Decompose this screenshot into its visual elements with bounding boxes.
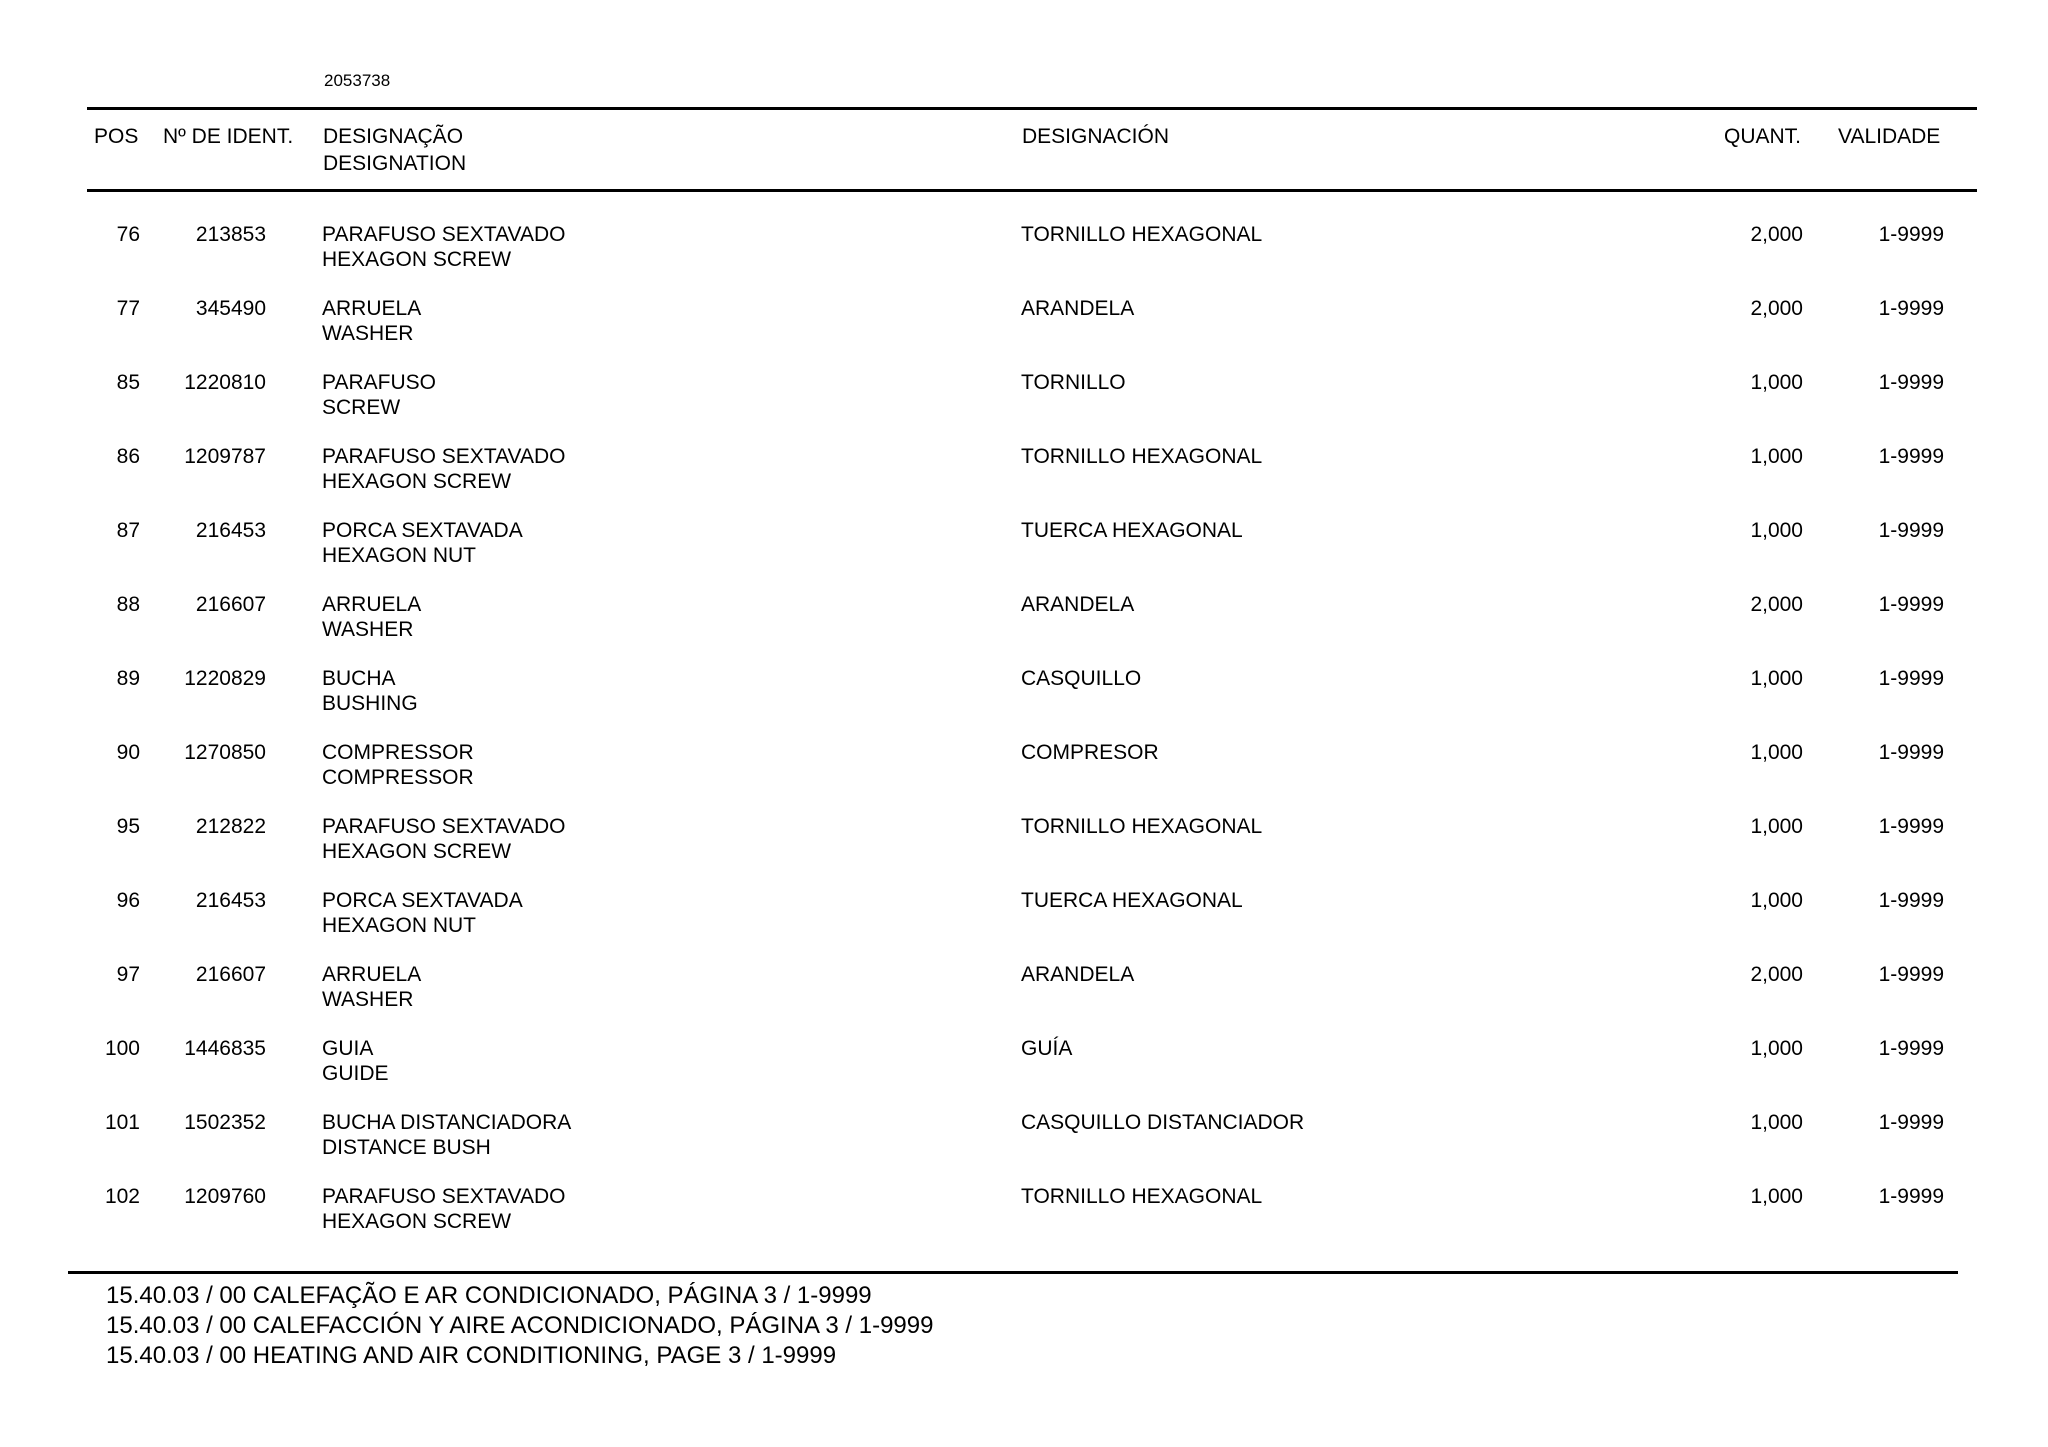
header-designation bbox=[323, 123, 466, 177]
row-ident-number: 216453 bbox=[195, 889, 266, 912]
row-ident-number: 1502352 bbox=[184, 1111, 266, 1134]
row-designation bbox=[322, 1184, 566, 1234]
row-validity: 1-9999 bbox=[1878, 1037, 1944, 1060]
table-row bbox=[0, 962, 2048, 1036]
row-designation bbox=[322, 1036, 389, 1086]
row-designacion: GUÍA bbox=[1021, 1037, 1073, 1060]
row-designation bbox=[322, 222, 566, 272]
document-number: 2053738 bbox=[324, 71, 391, 90]
row-designacao: PARAFUSO SEXTAVADO bbox=[322, 445, 566, 468]
header-quant: QUANT. bbox=[1724, 125, 1802, 148]
row-validity: 1-9999 bbox=[1878, 297, 1944, 320]
row-designation bbox=[322, 296, 421, 346]
table-row bbox=[0, 444, 2048, 518]
row-quantity: 1,000 bbox=[1750, 815, 1803, 838]
row-ident-number: 1209787 bbox=[184, 445, 266, 468]
row-pos: 87 bbox=[116, 519, 140, 542]
table-row bbox=[0, 888, 2048, 962]
row-designation-en: WASHER bbox=[322, 322, 414, 345]
row-designacion: TORNILLO HEXAGONAL bbox=[1021, 445, 1263, 468]
row-pos: 90 bbox=[116, 741, 140, 764]
row-designation-en: HEXAGON NUT bbox=[322, 914, 477, 937]
row-quantity: 1,000 bbox=[1750, 519, 1803, 542]
table-row bbox=[0, 296, 2048, 370]
row-validity: 1-9999 bbox=[1878, 1185, 1944, 1208]
row-designacion: ARANDELA bbox=[1021, 297, 1135, 320]
row-validity: 1-9999 bbox=[1878, 593, 1944, 616]
table-row bbox=[0, 1110, 2048, 1184]
row-ident-number: 216453 bbox=[195, 519, 266, 542]
row-validity: 1-9999 bbox=[1878, 371, 1944, 394]
row-designation-en: GUIDE bbox=[322, 1062, 389, 1085]
row-validity: 1-9999 bbox=[1878, 741, 1944, 764]
row-designation-en: WASHER bbox=[322, 988, 414, 1011]
header-designacao: DESIGNAÇÃO bbox=[323, 125, 464, 148]
row-designation-en: DISTANCE BUSH bbox=[322, 1136, 491, 1159]
header-ident: Nº DE IDENT. bbox=[163, 125, 294, 148]
row-pos: 86 bbox=[116, 445, 140, 468]
row-designacion: TORNILLO HEXAGONAL bbox=[1021, 1185, 1263, 1208]
row-ident-number: 213853 bbox=[195, 223, 266, 246]
header-bottom-divider bbox=[87, 189, 1977, 192]
row-designacion: ARANDELA bbox=[1021, 963, 1135, 986]
header-designation-en: DESIGNATION bbox=[323, 152, 467, 175]
row-pos: 76 bbox=[116, 223, 140, 246]
row-pos: 88 bbox=[116, 593, 140, 616]
row-designacao: ARRUELA bbox=[322, 963, 422, 986]
row-ident-number: 1209760 bbox=[184, 1185, 266, 1208]
footer-line-pt: 15.40.03 / 00 CALEFAÇÃO E AR CONDICIONADO, PÁGINA 3 / 1-9999 bbox=[106, 1282, 872, 1309]
parts-table-body bbox=[0, 222, 2048, 1258]
row-quantity: 2,000 bbox=[1750, 593, 1803, 616]
row-designation bbox=[322, 1110, 571, 1160]
row-quantity: 1,000 bbox=[1750, 371, 1803, 394]
row-pos: 100 bbox=[104, 1037, 140, 1060]
footer-line-es: 15.40.03 / 00 CALEFACCIÓN Y AIRE ACONDICIONADO, PÁGINA 3 / 1-9999 bbox=[106, 1312, 934, 1339]
row-designacion: CASQUILLO bbox=[1021, 667, 1142, 690]
row-pos: 102 bbox=[104, 1185, 140, 1208]
row-designacao: PARAFUSO bbox=[322, 371, 436, 394]
row-validity: 1-9999 bbox=[1878, 1111, 1944, 1134]
row-designation-en: HEXAGON SCREW bbox=[322, 470, 512, 493]
row-designation-en: BUSHING bbox=[322, 692, 418, 715]
row-validity: 1-9999 bbox=[1878, 815, 1944, 838]
row-validity: 1-9999 bbox=[1878, 519, 1944, 542]
footer-line-en: 15.40.03 / 00 HEATING AND AIR CONDITIONING, PAGE 3 / 1-9999 bbox=[106, 1342, 837, 1369]
row-designacao: ARRUELA bbox=[322, 593, 422, 616]
row-designacion: TUERCA HEXAGONAL bbox=[1021, 889, 1243, 912]
footer-divider bbox=[68, 1271, 1958, 1274]
row-validity: 1-9999 bbox=[1878, 223, 1944, 246]
header-designacion: DESIGNACIÓN bbox=[1022, 125, 1170, 148]
row-quantity: 2,000 bbox=[1750, 297, 1803, 320]
row-pos: 95 bbox=[116, 815, 140, 838]
row-ident-number: 345490 bbox=[195, 297, 266, 320]
header-pos: POS bbox=[94, 125, 139, 148]
row-designation bbox=[322, 666, 418, 716]
row-validity: 1-9999 bbox=[1878, 667, 1944, 690]
header-top-divider bbox=[87, 107, 1977, 110]
row-designation-en: HEXAGON NUT bbox=[322, 544, 477, 567]
row-designacion: ARANDELA bbox=[1021, 593, 1135, 616]
row-designation-en: HEXAGON SCREW bbox=[322, 840, 512, 863]
row-pos: 77 bbox=[116, 297, 140, 320]
table-row bbox=[0, 740, 2048, 814]
row-designacao: PORCA SEXTAVADA bbox=[322, 519, 523, 542]
row-quantity: 2,000 bbox=[1750, 223, 1803, 246]
row-designacion: TORNILLO bbox=[1021, 371, 1126, 394]
row-quantity: 1,000 bbox=[1750, 741, 1803, 764]
row-ident-number: 212822 bbox=[195, 815, 266, 838]
row-quantity: 1,000 bbox=[1750, 1037, 1803, 1060]
row-designation bbox=[322, 814, 566, 864]
row-pos: 96 bbox=[116, 889, 140, 912]
row-designation bbox=[322, 740, 474, 790]
table-row bbox=[0, 222, 2048, 296]
row-ident-number: 1220810 bbox=[184, 371, 266, 394]
row-pos: 89 bbox=[116, 667, 140, 690]
row-validity: 1-9999 bbox=[1878, 445, 1944, 468]
row-quantity: 1,000 bbox=[1750, 445, 1803, 468]
row-designation bbox=[322, 518, 523, 568]
row-ident-number: 1270850 bbox=[184, 741, 266, 764]
row-designacao: BUCHA bbox=[322, 667, 396, 690]
table-row bbox=[0, 518, 2048, 592]
row-pos: 85 bbox=[116, 371, 140, 394]
row-quantity: 1,000 bbox=[1750, 1185, 1803, 1208]
row-pos: 101 bbox=[104, 1111, 140, 1134]
row-designacao: COMPRESSOR bbox=[322, 741, 474, 764]
table-row bbox=[0, 370, 2048, 444]
row-ident-number: 216607 bbox=[195, 963, 266, 986]
table-row bbox=[0, 1184, 2048, 1258]
row-designation bbox=[322, 888, 523, 938]
row-designacao: PARAFUSO SEXTAVADO bbox=[322, 223, 566, 246]
row-designacion: COMPRESOR bbox=[1021, 741, 1159, 764]
row-designacion: TUERCA HEXAGONAL bbox=[1021, 519, 1243, 542]
row-designation bbox=[322, 962, 421, 1012]
row-ident-number: 1220829 bbox=[184, 667, 266, 690]
row-ident-number: 1446835 bbox=[184, 1037, 266, 1060]
table-row bbox=[0, 666, 2048, 740]
row-quantity: 1,000 bbox=[1750, 889, 1803, 912]
row-quantity: 2,000 bbox=[1750, 963, 1803, 986]
row-quantity: 1,000 bbox=[1750, 667, 1803, 690]
row-designation-en: SCREW bbox=[322, 396, 401, 419]
row-designacao: PARAFUSO SEXTAVADO bbox=[322, 1185, 566, 1208]
row-designacion: TORNILLO HEXAGONAL bbox=[1021, 223, 1263, 246]
row-designacao: PORCA SEXTAVADA bbox=[322, 889, 523, 912]
row-validity: 1-9999 bbox=[1878, 963, 1944, 986]
row-designation-en: COMPRESSOR bbox=[322, 766, 474, 789]
table-row bbox=[0, 592, 2048, 666]
row-designation-en: HEXAGON SCREW bbox=[322, 248, 512, 271]
row-designacao: PARAFUSO SEXTAVADO bbox=[322, 815, 566, 838]
row-designation bbox=[322, 370, 436, 420]
row-pos: 97 bbox=[116, 963, 140, 986]
row-designacao: ARRUELA bbox=[322, 297, 422, 320]
row-designation-en: HEXAGON SCREW bbox=[322, 1210, 512, 1233]
row-designation bbox=[322, 592, 421, 642]
row-ident-number: 216607 bbox=[195, 593, 266, 616]
row-designacion: CASQUILLO DISTANCIADOR bbox=[1021, 1111, 1305, 1134]
row-quantity: 1,000 bbox=[1750, 1111, 1803, 1134]
header-validade: VALIDADE bbox=[1838, 125, 1941, 148]
row-designation-en: WASHER bbox=[322, 618, 414, 641]
row-designacao: BUCHA DISTANCIADORA bbox=[322, 1111, 572, 1134]
table-row bbox=[0, 1036, 2048, 1110]
row-validity: 1-9999 bbox=[1878, 889, 1944, 912]
table-row bbox=[0, 814, 2048, 888]
row-designacao: GUIA bbox=[322, 1037, 374, 1060]
row-designation bbox=[322, 444, 566, 494]
page-footer bbox=[106, 1281, 933, 1371]
row-designacion: TORNILLO HEXAGONAL bbox=[1021, 815, 1263, 838]
